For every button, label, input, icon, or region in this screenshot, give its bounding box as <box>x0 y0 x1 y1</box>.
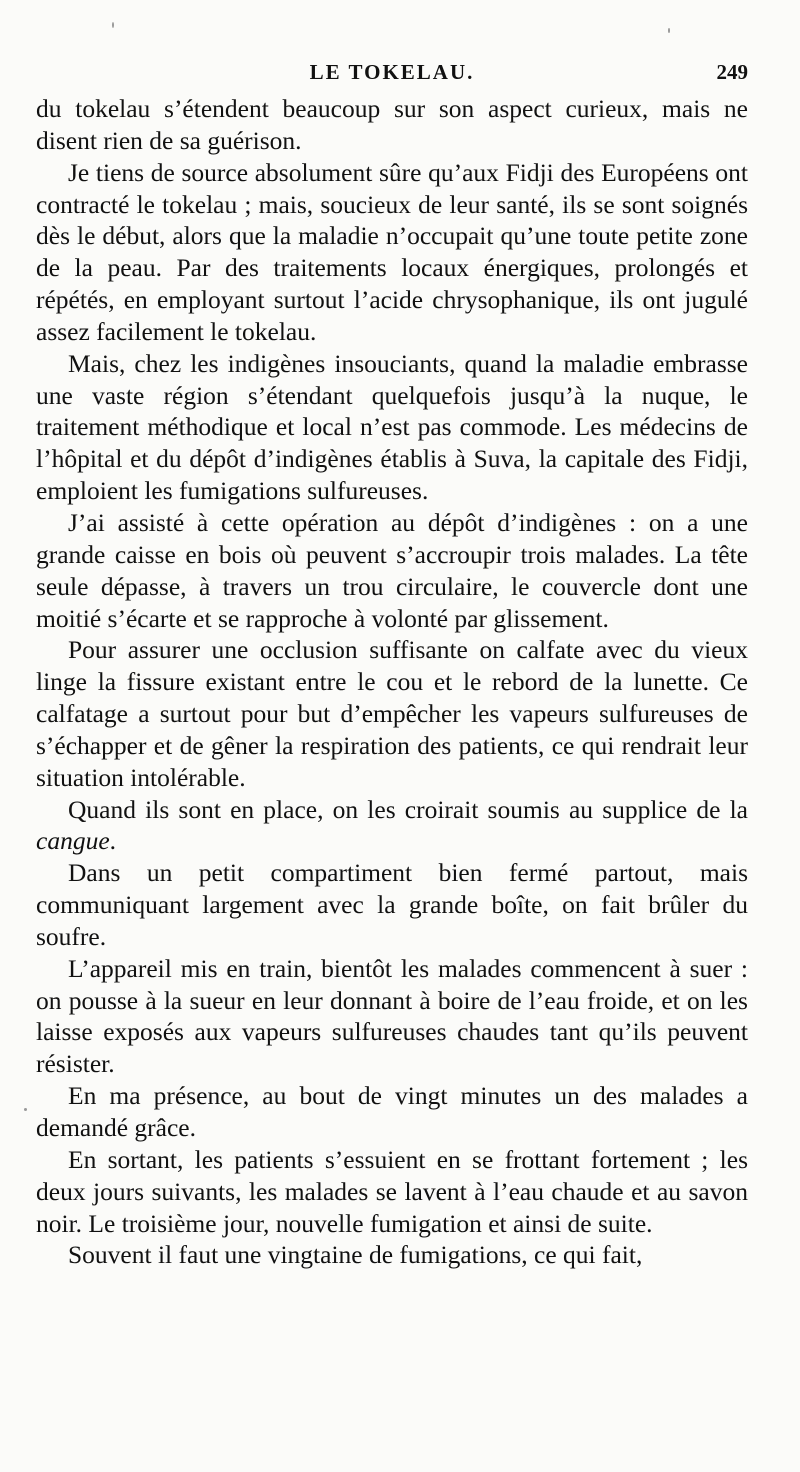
paragraph: Je tiens de source absolument sûre qu’aux Fidji des Européens ont contracté le tokelau ; mais, soucieux de leur santé, ils se sont soignés dès le début, alors que la maladie n’occupait qu’une toute petite zone de la peau. Par des traitements locaux énergiques, prolongés et répétés, en employant surtout l’acide chrysophanique, ils ont jugulé assez facilement le tokelau. <box>36 157 748 346</box>
paragraph: Mais, chez les indigènes insouciants, quand la maladie embrasse une vaste région s’étendant quelquefois jusqu’à la nuque, le traitement méthodique et local n’est pas commode. Les médecins de l’hôpital et du dépôt d’indigènes établis à Suva, la capitale des Fidji, emploient les fumigations sulfureuses. <box>36 348 748 506</box>
paragraph: du tokelau s’étendent beaucoup sur son aspect curieux, mais ne disent rien de sa guérison. <box>36 94 748 155</box>
body-text <box>36 93 748 1271</box>
paragraph: J’ai assisté à cette opération au dépôt d’indigènes : on a une grande caisse en bois où peuvent s’accroupir trois malades. La tête seule dépasse, à travers un trou circulaire, le couvercle dont une moitié s’écarte et se rapproche à volonté par glissement. <box>36 507 748 633</box>
paragraph-text: Quand ils sont en place, on les croirait soumis au supplice de la <box>68 794 748 824</box>
paper-speck <box>112 22 114 28</box>
paragraph: Dans un petit compartiment bien fermé partout, mais communiquant largement avec la grande boîte, on fait brûler du soufre. <box>36 858 748 951</box>
paper-speck <box>24 1108 27 1111</box>
paragraph <box>36 794 748 858</box>
paragraph: L’appareil mis en train, bientôt les malades commencent à suer : on pousse à la sueur en leur donnant à boire de l’eau froide, et on les laisse exposés aux vapeurs sulfureuses chaudes tant qu’ils peuvent résister. <box>36 953 748 1079</box>
italic-term: cangue <box>36 826 110 856</box>
running-title: LE TOKELAU. <box>309 60 475 84</box>
paragraph: En sortant, les patients s’essuient en se frottant fortement ; les deux jours suivants, les malades se lavent à l’eau chaude et au savon noir. Le troisième jour, nouvelle fumigation et ainsi de suite. <box>36 1144 748 1238</box>
paragraph: Pour assurer une occlusion suffisante on calfate avec du vieux linge la fissure existant entre le cou et le rebord de la lunette. Ce calfatage a surtout pour but d’empêcher les vapeurs sulfureuses de s’échapper et de gêner la respiration des patients, ce qui rendrait leur situation intolérable. <box>36 635 748 792</box>
paragraph: En ma présence, au bout de vingt minutes un des malades a demandé grâce. <box>36 1081 748 1142</box>
paragraph: Souvent il faut une vingtaine de fumigations, ce qui fait, <box>68 1240 643 1270</box>
page-header <box>36 58 748 88</box>
paper-speck <box>668 28 670 33</box>
paragraph-text: . <box>109 826 117 856</box>
page-number: 249 <box>716 60 748 84</box>
